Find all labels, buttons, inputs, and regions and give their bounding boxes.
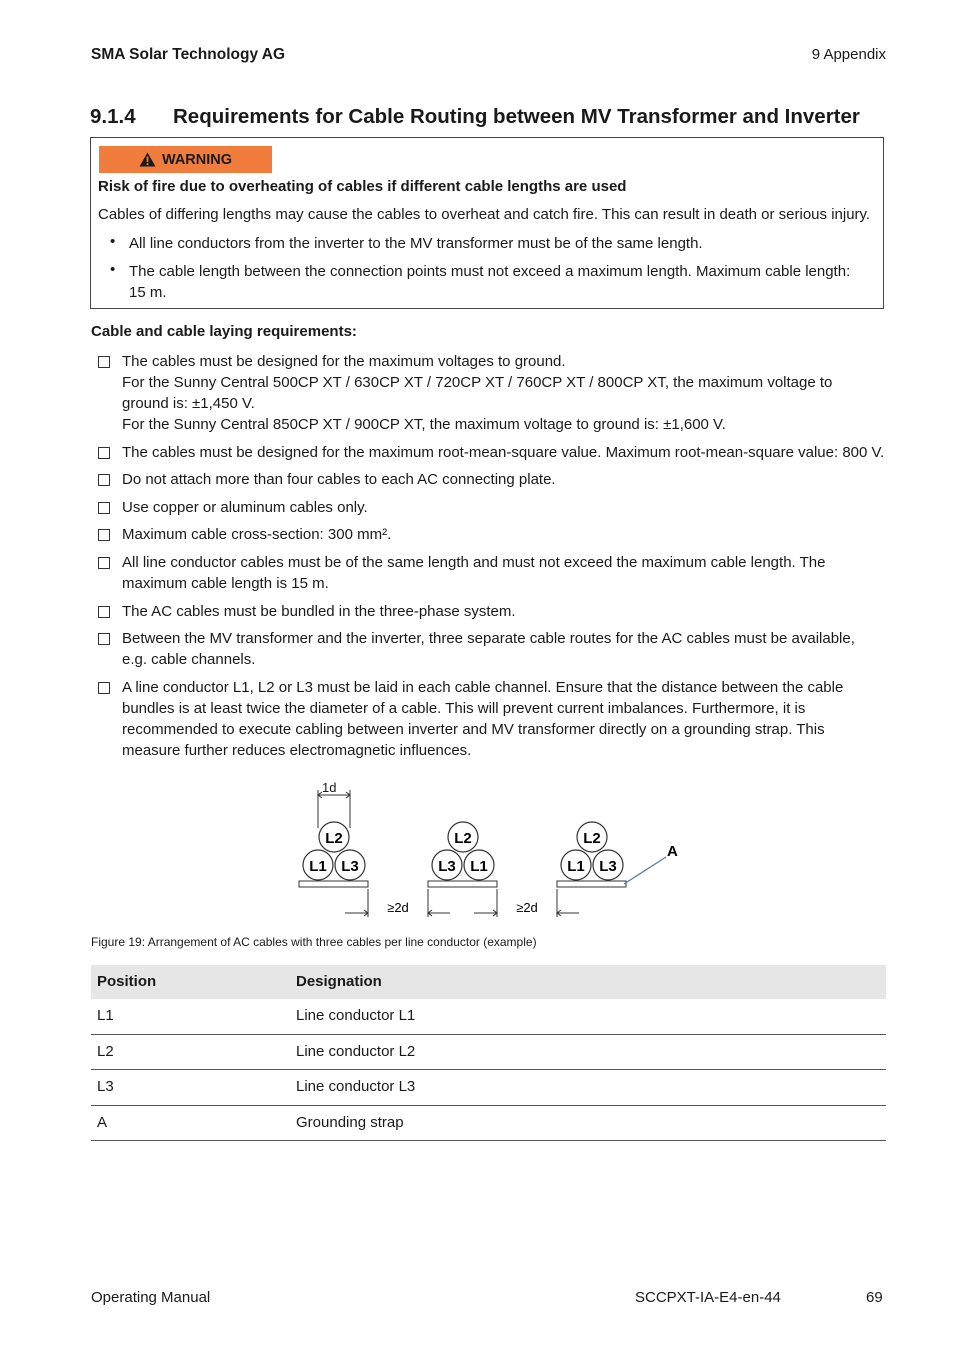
cable-label: L3 xyxy=(341,858,359,875)
footer-manual: Operating Manual xyxy=(91,1289,211,1306)
warning-bullet-1: All line conductors from the inverter to the MV transformer must be of the same length. xyxy=(129,235,703,252)
item-line: All line conductor cables must be of the same length and must not exceed the maximum cable length. The xyxy=(122,554,826,571)
table-row xyxy=(91,1035,886,1071)
warning-label-text: WARNING xyxy=(161,151,233,168)
cable-label: L1 xyxy=(470,858,488,875)
item-line: Between the MV transformer and the inverter, three separate cable routes for the AC cables must be available, xyxy=(122,630,855,647)
cable-bundle-1 xyxy=(299,822,368,887)
warning-title: Risk of fire due to overheating of cables if different cable lengths are used xyxy=(98,178,627,195)
table-cell: L3 xyxy=(97,1078,114,1095)
item-line: measure further reduces electromagnetic influences. xyxy=(122,742,472,759)
cable-label: L1 xyxy=(309,858,327,875)
warning-text: Cables of differing lengths may cause the cables to overheat and catch fire. This can result in death or serious injury. xyxy=(98,206,871,223)
figure-caption: Figure 19: Arrangement of AC cables with three cables per line conductor (example) xyxy=(91,935,537,949)
table-cell: Line conductor L1 xyxy=(296,1007,416,1024)
cable-label: L2 xyxy=(325,830,343,847)
cable-bundle-3 xyxy=(557,822,626,887)
footer-doc-id: SCCPXT-IA-E4-en-44 xyxy=(635,1289,781,1306)
section-number: 9.1.4 xyxy=(90,105,136,128)
callout-label-a: A xyxy=(667,843,678,860)
item-line: The cables must be designed for the maximum voltages to ground. xyxy=(122,353,566,370)
warning-bullet-2: The cable length between the connection points must not exceed a maximum length. Maximum cable length: 15 m. xyxy=(129,263,851,301)
grounding-strap xyxy=(557,881,626,887)
item-line: e.g. cable channels. xyxy=(122,651,256,668)
item-line: A line conductor L1, L2 or L3 must be laid in each cable channel. Ensure that the distance between the cable xyxy=(122,679,844,696)
table-cell: L2 xyxy=(97,1042,114,1060)
table-header-row xyxy=(91,965,886,999)
cable-label: L1 xyxy=(567,858,585,875)
item-line: For the Sunny Central 850CP XT / 900CP XT, the maximum voltage to ground is: ±1,600 V. xyxy=(122,416,726,433)
dimension-gap-1-label: ≥2d xyxy=(387,900,409,915)
item-line: The AC cables must be bundled in the three-phase system. xyxy=(122,603,516,620)
item-line: Maximum cable cross-section: 300 mm². xyxy=(122,526,392,543)
bullet-dot: • xyxy=(110,261,116,278)
footer-page-number: 69 xyxy=(866,1289,883,1306)
item-line: ground is: ±1,450 V. xyxy=(122,395,255,412)
item-line: recommended to execute cabling between inverter and MV transformer directly on a grounding strap. This xyxy=(122,721,825,738)
table-cell: Grounding strap xyxy=(296,1113,404,1131)
section-title: Requirements for Cable Routing between MV Transformer and Inverter xyxy=(173,105,860,128)
table-cell: L1 xyxy=(97,1007,114,1024)
table-cell: Line conductor L2 xyxy=(296,1042,416,1060)
item-line: The cables must be designed for the maximum root-mean-square value. Maximum root-mean-square value: 800 V. xyxy=(122,444,885,461)
callout-leader-line xyxy=(624,857,666,884)
legend-table xyxy=(91,965,886,1141)
item-line: Use copper or aluminum cables only. xyxy=(122,499,368,516)
cable-label: L3 xyxy=(599,858,617,875)
table-header-position: Position xyxy=(97,973,157,990)
dimension-1d-label: 1d xyxy=(322,780,337,795)
item-line: For the Sunny Central 500CP XT / 630CP XT / 720CP XT / 760CP XT / 800CP XT, the maximum voltage to xyxy=(122,374,833,391)
table-cell: Line conductor L3 xyxy=(296,1078,416,1095)
header-chapter: 9 Appendix xyxy=(811,46,886,63)
table-header-designation: Designation xyxy=(296,973,382,990)
table-row xyxy=(91,999,886,1035)
cable-label: L3 xyxy=(438,858,456,875)
table-cell: A xyxy=(97,1113,108,1131)
item-line: bundles is at least twice the diameter of a cable. This will prevent current imbalances. Furthermore, it is xyxy=(122,700,806,717)
bullet-dot: • xyxy=(110,233,116,250)
requirements-title: Cable and cable laying requirements: xyxy=(91,323,357,340)
cable-label: L2 xyxy=(583,830,601,847)
cable-label: L2 xyxy=(454,830,472,847)
item-line: Do not attach more than four cables to each AC connecting plate. xyxy=(122,471,556,488)
grounding-strap xyxy=(428,881,497,887)
header-company: SMA Solar Technology AG xyxy=(91,46,286,63)
dimension-gap-2-label: ≥2d xyxy=(516,900,538,915)
table-row xyxy=(91,1070,886,1106)
item-line: maximum cable length is 15 m. xyxy=(122,575,329,592)
table-row xyxy=(91,1106,886,1142)
grounding-strap xyxy=(299,881,368,887)
cable-bundle-2 xyxy=(428,822,497,887)
